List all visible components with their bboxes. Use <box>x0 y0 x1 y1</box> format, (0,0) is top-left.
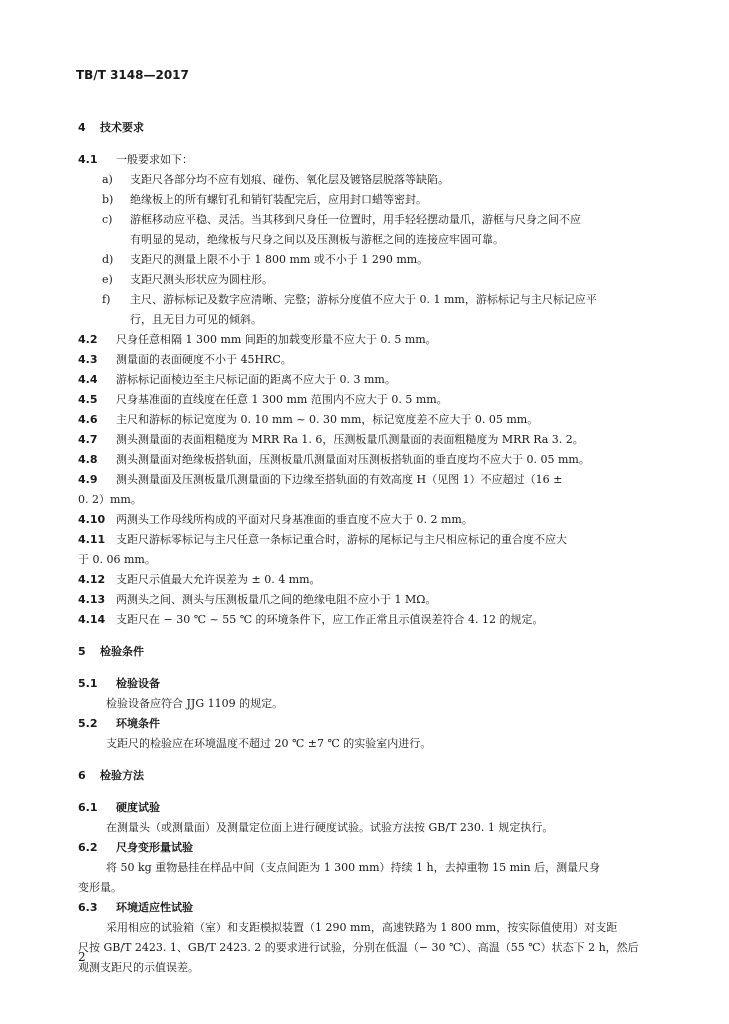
clause-5-1-heading <box>78 674 674 694</box>
section-title: 检验方法 <box>100 769 144 782</box>
section-5-heading <box>78 642 674 662</box>
clause-title: 环境适应性试验 <box>116 901 193 914</box>
clause-number: 4.11 <box>78 533 106 546</box>
clause-text: 游标标记面棱边至主尺标记面的距离不应大于 0. 3 mm。 <box>116 373 396 386</box>
clause-number: 4.9 <box>78 473 98 486</box>
clause-number: 4.14 <box>78 613 106 626</box>
clause-number: 4.3 <box>78 353 98 366</box>
clause-4-2 <box>78 330 674 350</box>
list-marker: d) <box>102 253 114 266</box>
clause-text: 主尺和游标的标记宽度为 0. 10 mm ~ 0. 30 mm，标记宽度差不应大于 0. 05 mm。 <box>116 413 539 426</box>
clause-6-2-text: 将 50 kg 重物悬挂在样品中间（支点间距为 1 300 mm）持续 1 h，去掉重物 15 min 后，测量尺身 <box>106 861 601 874</box>
list-item-d <box>78 250 674 270</box>
clause-text: 尺身任意相隔 1 300 mm 间距的加载变形量不应大于 0. 5 mm。 <box>116 333 437 346</box>
list-item-f-continued: 行，且无目力可见的倾斜。 <box>130 313 262 326</box>
page-number: 2 <box>78 950 86 964</box>
list-text: 主尺、游标标记及数字应清晰、完整；游标分度值不应大于 0. 1 mm，游标标记与主尺标记应平 <box>130 293 597 306</box>
clause-6-1-heading <box>78 798 674 818</box>
clause-6-3-text-continued-2: 观测支距尺的示值误差。 <box>78 961 199 974</box>
clause-text: 两测头工作母线所构成的平面对尺身基准面的垂直度不应大于 0. 2 mm。 <box>116 513 473 526</box>
clause-6-3-text: 采用相应的试验箱（室）和支距模拟装置（1 290 mm，高速铁路为 1 800 mm，按实际值使用）对支距 <box>106 921 618 934</box>
clause-4-13 <box>78 590 674 610</box>
clause-title: 检验设备 <box>116 677 160 690</box>
clause-number: 4.10 <box>78 513 106 526</box>
clause-number: 4.5 <box>78 393 98 406</box>
clause-4-11-continued: 于 0. 06 mm。 <box>78 553 156 566</box>
list-marker: c) <box>102 213 113 226</box>
clause-title: 环境条件 <box>116 717 160 730</box>
clause-number: 4.6 <box>78 413 98 426</box>
list-item-f <box>78 290 674 310</box>
clause-text: 支距尺游标零标记与主尺任意一条标记重合时，游标的尾标记与主尺相应标记的重合度不应大 <box>116 533 567 546</box>
clause-4-12 <box>78 570 674 590</box>
list-text: 支距尺各部分均不应有划痕、碰伤、氧化层及镀铬层脱落等缺陷。 <box>130 173 449 186</box>
list-item-e <box>78 270 674 290</box>
list-text: 游框移动应平稳、灵活。当其移到尺身任一位置时，用手轻轻摆动量爪，游框与尺身之间不应 <box>130 213 581 226</box>
clause-text: 两测头之间、测头与压测板量爪之间的绝缘电阻不应小于 1 MΩ。 <box>116 593 437 606</box>
clause-4-11 <box>78 530 674 550</box>
list-text: 绝缘板上的所有螺钉孔和销钉装配完后，应用封口蜡等密封。 <box>130 193 427 206</box>
section-number: 4 <box>78 121 86 134</box>
clause-5-2-heading <box>78 714 674 734</box>
clause-4-14 <box>78 610 674 630</box>
clause-text: 测头测量面及压测板量爪测量面的下边缘至搭轨面的有效高度 H（见图 1）不应超过（16 ± <box>116 473 563 486</box>
clause-number: 6.3 <box>78 901 98 914</box>
clause-6-3-text-continued: 尺按 GB/T 2423. 1、GB/T 2423. 2 的要求进行试验，分别在低温（− 30 ℃）、高温（55 ℃）状态下 2 h，然后 <box>78 941 639 954</box>
clause-4-9-continued: 0. 2）mm。 <box>78 493 142 506</box>
list-text: 支距尺的测量上限不小于 1 800 mm 或不小于 1 290 mm。 <box>130 253 429 266</box>
clause-4-8 <box>78 450 674 470</box>
list-marker: e) <box>102 273 113 286</box>
clause-number: 4.4 <box>78 373 98 386</box>
clause-text: 支距尺在 − 30 ℃ ~ 55 ℃ 的环境条件下，应工作正常且示值误差符合 4. 12 的规定。 <box>116 613 544 626</box>
clause-4-9 <box>78 470 674 490</box>
clause-6-1-text: 在测量头（或测量面）及测量定位面上进行硬度试验。试验方法按 GB/T 230. 1 规定执行。 <box>106 821 554 834</box>
clause-number: 4.7 <box>78 433 98 446</box>
list-item-b <box>78 190 674 210</box>
clause-6-2-text-continued: 变形量。 <box>78 881 122 894</box>
clause-number: 6.2 <box>78 841 98 854</box>
list-marker: a) <box>102 173 113 186</box>
clause-text: 测量面的表面硬度不小于 45HRC。 <box>116 353 292 366</box>
clause-number: 4.8 <box>78 453 98 466</box>
list-marker: f) <box>102 293 111 306</box>
clause-title: 硬度试验 <box>116 801 160 814</box>
clause-4-3 <box>78 350 674 370</box>
clause-4-4 <box>78 370 674 390</box>
section-number: 5 <box>78 645 86 658</box>
clause-number: 5.2 <box>78 717 98 730</box>
clause-number: 5.1 <box>78 677 98 690</box>
clause-number: 4.1 <box>78 153 98 166</box>
section-6-heading <box>78 766 674 786</box>
section-4-heading <box>78 118 674 138</box>
page-header: TB/T 3148—2017 <box>76 68 189 82</box>
section-title: 检验条件 <box>100 645 144 658</box>
clause-text: 测头测量面的表面粗糙度为 MRR Ra 1. 6，压测板量爪测量面的表面粗糙度为 MRR Ra 3. 2。 <box>116 433 584 446</box>
clause-4-7 <box>78 430 674 450</box>
list-item-a <box>78 170 674 190</box>
clause-number: 4.2 <box>78 333 98 346</box>
clause-number: 4.12 <box>78 573 106 586</box>
document-body <box>78 118 674 978</box>
section-title: 技术要求 <box>100 121 144 134</box>
clause-text: 测头测量面对绝缘板搭轨面，压测板量爪测量面对压测板搭轨面的垂直度均不应大于 0. 05 mm。 <box>116 453 590 466</box>
clause-5-1-text: 检验设备应符合 JJG 1109 的规定。 <box>106 697 284 710</box>
list-text: 支距尺测头形状应为圆柱形。 <box>130 273 273 286</box>
clause-text: 尺身基准面的直线度在任意 1 300 mm 范围内不应大于 0. 5 mm。 <box>116 393 448 406</box>
list-marker: b) <box>102 193 114 206</box>
clause-6-2-heading <box>78 838 674 858</box>
clause-6-3-heading <box>78 898 674 918</box>
clause-title: 尺身变形量试验 <box>116 841 193 854</box>
clause-4-10 <box>78 510 674 530</box>
clause-text: 支距尺示值最大允许误差为 ± 0. 4 mm。 <box>116 573 321 586</box>
section-number: 6 <box>78 769 86 782</box>
clause-5-2-text: 支距尺的检验应在环境温度不超过 20 ℃ ±7 ℃ 的实验室内进行。 <box>106 737 432 750</box>
list-item-c <box>78 210 674 230</box>
clause-4-1 <box>78 150 674 170</box>
clause-4-6 <box>78 410 674 430</box>
clause-number: 6.1 <box>78 801 98 814</box>
clause-number: 4.13 <box>78 593 106 606</box>
clause-text: 一般要求如下： <box>116 153 193 166</box>
list-item-c-continued: 有明显的晃动，绝缘板与尺身之间以及压测板与游框之间的连接应牢固可靠。 <box>130 233 504 246</box>
clause-4-5 <box>78 390 674 410</box>
